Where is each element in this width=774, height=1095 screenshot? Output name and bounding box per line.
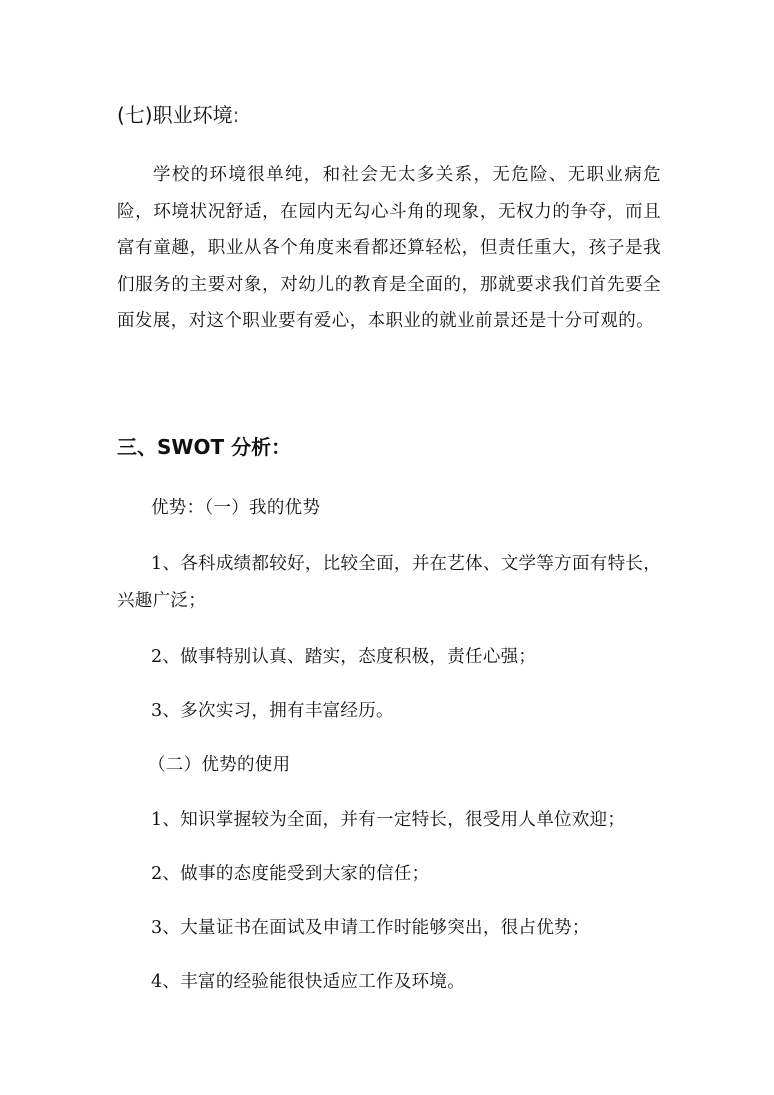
use-item-3: 3、大量证书在面试及申请工作时能够突出，很占优势； [151,918,590,938]
use-item-1: 1、知识掌握较为全面，并有一定特长，很受用人单位欢迎； [151,810,626,830]
use-item-2: 2、做事的态度能受到大家的信任； [151,864,430,884]
section-7-heading-colon: : [232,103,240,127]
strength-item-2: 2、做事特别认真、踏实，态度积极，责任心强； [151,647,537,667]
use-of-strengths-title: （二）优势的使用 [148,755,291,775]
strengths-title: 优势：（一）我的优势 [151,498,321,518]
section-7-heading [117,101,239,129]
use-item-4: 4、丰富的经验能很快适应工作及环境。 [151,972,466,992]
strength-item-1: 1、各科成绩都较好，比较全面，并在艺体、文学等方面有特长，兴趣广泛； [117,554,661,611]
section-3-heading: 三、SWOT 分析： [117,435,292,459]
section-7-heading-text: (七)职业环境 [117,103,233,127]
strength-item-3: 3、多次实习，拥有丰富经历。 [151,701,394,721]
section-7-paragraph: 学校的环境很单纯，和社会无太多关系，无危险、无职业病危险，环境状况舒适，在园内无勾心斗角的现象，无权力的争夺，而且富有童趣，职业从各个角度来看都还算轻松，但责任重大，孩子是我们服务的主要对象，对幼儿的教育是全面的，那就要求我们首先要全面发展，对这个职业要有爱心，本职业的就业前景还是十分可观的。 [117,165,661,332]
